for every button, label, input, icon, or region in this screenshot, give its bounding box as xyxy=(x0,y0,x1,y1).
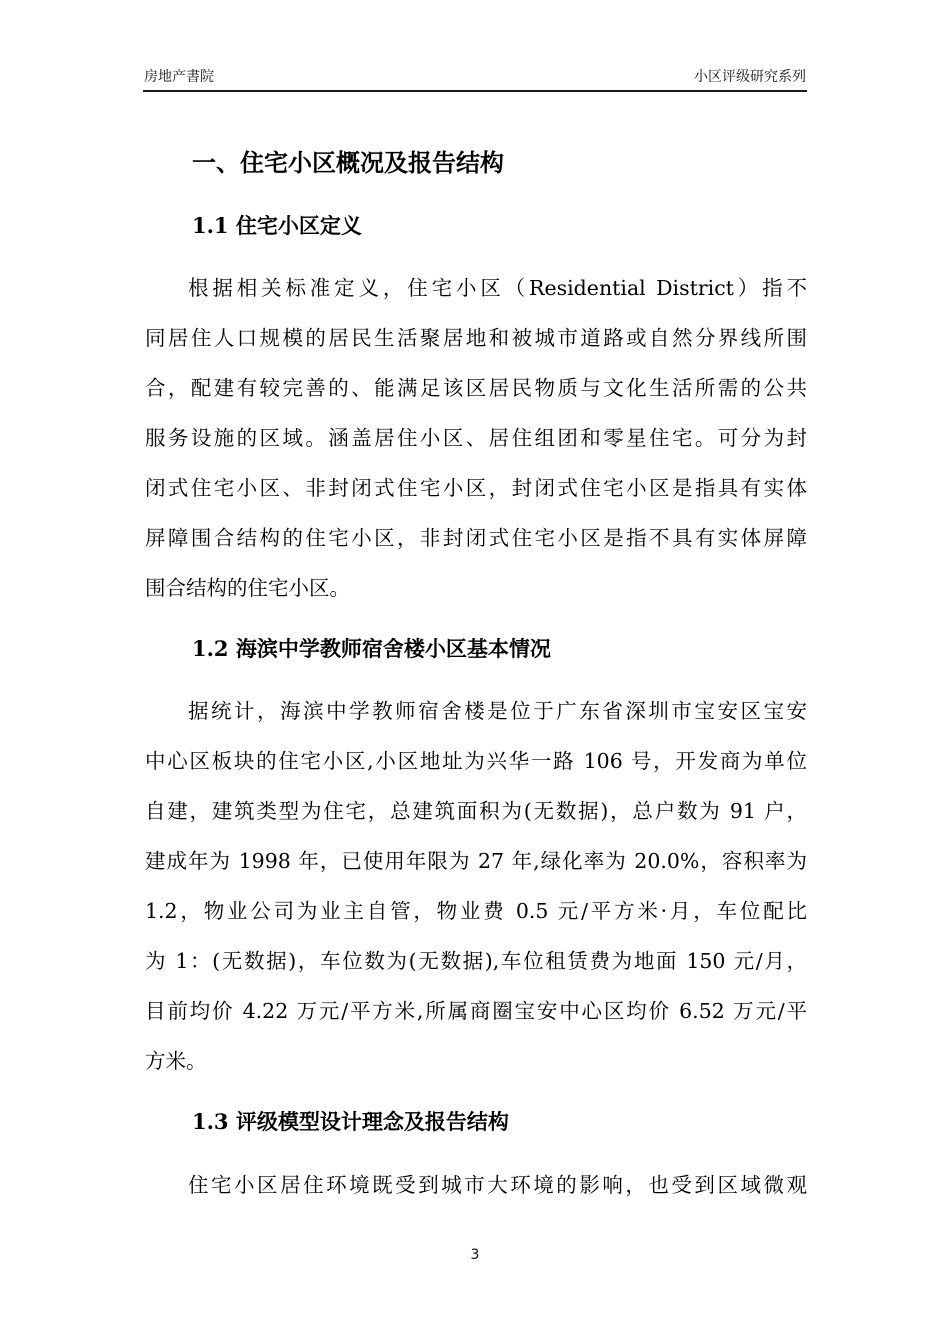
paragraph-line: 合，配建有较完善的、能满足该区居民物质与文化生活所需的公共 xyxy=(145,376,807,400)
paragraph-line: 建成年为 1998 年，已使用年限为 27 年,绿化率为 20.0%，容积率为 xyxy=(145,849,807,873)
chapter-title: 一、住宅小区概况及报告结构 xyxy=(192,148,504,177)
header-publisher: 房地产書院 xyxy=(144,69,214,85)
paragraph-line: 围合结构的住宅小区。 xyxy=(145,576,350,600)
paragraph-line: 根据相关标准定义，住宅小区（Residential District）指不 xyxy=(188,276,807,300)
paragraph-line: 服务设施的区域。涵盖居住小区、居住组团和零星住宅。可分为封 xyxy=(145,426,807,450)
section-heading-1-3: 1.3 评级模型设计理念及报告结构 xyxy=(192,1109,509,1134)
paragraph-line: 1.2，物业公司为业主自管，物业费 0.5 元/平方米·月，车位配比 xyxy=(145,899,807,923)
paragraph-line: 同居住人口规模的居民生活聚居地和被城市道路或自然分界线所围 xyxy=(145,326,807,350)
section-heading-1-2: 1.2 海滨中学教师宿舍楼小区基本情况 xyxy=(192,636,551,661)
paragraph-line: 自建，建筑类型为住宅，总建筑面积为(无数据)，总户数为 91 户， xyxy=(145,799,807,823)
paragraph-line: 屏障围合结构的住宅小区，非封闭式住宅小区是指不具有实体屏障 xyxy=(145,526,807,550)
section-heading-1-1: 1.1 住宅小区定义 xyxy=(192,213,362,238)
page-header xyxy=(143,68,807,92)
paragraph-line: 目前均价 4.22 万元/平方米,所属商圈宝安中心区均价 6.52 万元/平 xyxy=(145,999,807,1023)
paragraph-line: 为 1：(无数据)，车位数为(无数据),车位租赁费为地面 150 元/月， xyxy=(145,949,807,973)
paragraph-line: 方米。 xyxy=(145,1049,207,1073)
paragraph-line: 中心区板块的住宅小区,小区地址为兴华一路 106 号，开发商为单位 xyxy=(145,749,807,773)
paragraph-line: 据统计，海滨中学教师宿舍楼是位于广东省深圳市宝安区宝安 xyxy=(188,699,807,723)
page-number: 3 xyxy=(470,1247,480,1263)
paragraph-line: 闭式住宅小区、非封闭式住宅小区，封闭式住宅小区是指具有实体 xyxy=(145,476,807,500)
header-series-title: 小区评级研究系列 xyxy=(694,69,806,85)
paragraph-line: 住宅小区居住环境既受到城市大环境的影响，也受到区域微观 xyxy=(188,1173,807,1197)
